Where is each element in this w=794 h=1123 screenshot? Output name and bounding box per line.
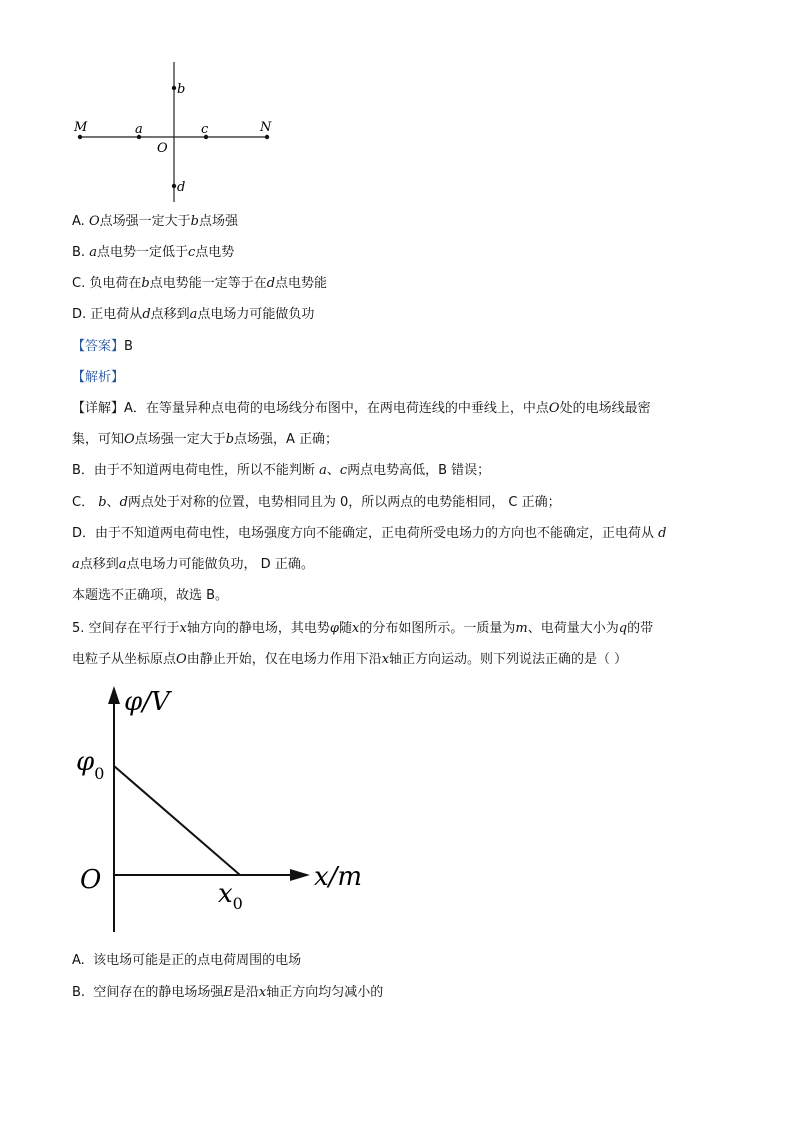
label-b: b <box>177 82 186 97</box>
x0-label: $x_0$ <box>218 879 243 913</box>
x-axis-arrow <box>290 869 310 881</box>
explanation-a-line1: 【详解】A．在等量异种点电荷的电场线分布图中，在两电荷连线的中垂线上，中点O处的电场线最密 <box>72 401 651 416</box>
label-M: M <box>74 120 88 135</box>
answer-line <box>72 338 133 356</box>
phi-x-graph <box>60 680 380 940</box>
explanation-d-line1: D．由于不知道两电荷电性，电场强度方向不能确定，正电荷所受电场力的方向也不能确定，正电荷从 d <box>72 526 667 541</box>
label-c: c <box>201 122 209 137</box>
label-N: N <box>260 120 272 135</box>
label-a: a <box>135 122 143 137</box>
explanation-a-line2: 集，可知O点场强一定大于b点场强，A 正确； <box>72 432 339 447</box>
q4-option-a: A. O点场强一定大于b点场强 <box>72 214 238 229</box>
q5-option-a: A. 该电场可能是正的点电荷周围的电场 <box>72 953 302 968</box>
point-M <box>78 135 82 139</box>
label-d: d <box>177 180 186 195</box>
y-axis-label: φ/V <box>124 687 170 717</box>
q4-option-b: B. a点电势一定低于c点电势 <box>72 245 235 260</box>
point-d <box>172 184 176 188</box>
label-O: O <box>157 141 168 156</box>
charge-diagram <box>60 55 300 205</box>
explanation-d-line2: a点移到a点电场力可能做负功， D 正确。 <box>72 557 314 572</box>
potential-line <box>114 766 240 875</box>
explanation-c: C． b、d两点处于对称的位置，电势相同且为 0，所以两点的电势能相同， C 正确； <box>72 495 561 510</box>
x-axis-label: x/m <box>314 862 363 892</box>
point-N <box>265 135 269 139</box>
origin-label: O <box>80 865 102 895</box>
q4-option-d: D. 正电荷从d点移到a点电场力可能做负功 <box>72 307 315 322</box>
analysis-tag: 【解析】 <box>72 370 125 385</box>
q5-stem-line1: 5. 空间存在平行于x轴方向的静电场，其电势φ随x的分布如图所示。一质量为m、电荷量大小为q的带 <box>72 621 654 636</box>
conclusion: 本题选不正确项，故选 B。 <box>72 588 229 603</box>
q4-option-c: C. 负电荷在b点电势能一定等于在d点电势能 <box>72 276 328 291</box>
y-axis-arrow <box>108 686 120 704</box>
explanation-b: B．由于不知道两电荷电性，所以不能判断 a、c两点电势高低，B 错误； <box>72 463 491 478</box>
q5-stem-line2: 电粒子从坐标原点O由静止开始，仅在电场力作用下沿x轴正方向运动。则下列说法正确的是（ ） <box>72 652 628 667</box>
phi0-label: $\varphi_0$ <box>76 747 105 783</box>
answer-tag: 【答案】 <box>72 339 125 354</box>
q5-option-b: B. 空间存在的静电场场强E是沿x轴正方向均匀减小的 <box>72 985 384 1000</box>
answer-value: B <box>124 339 133 354</box>
point-b <box>172 86 176 90</box>
